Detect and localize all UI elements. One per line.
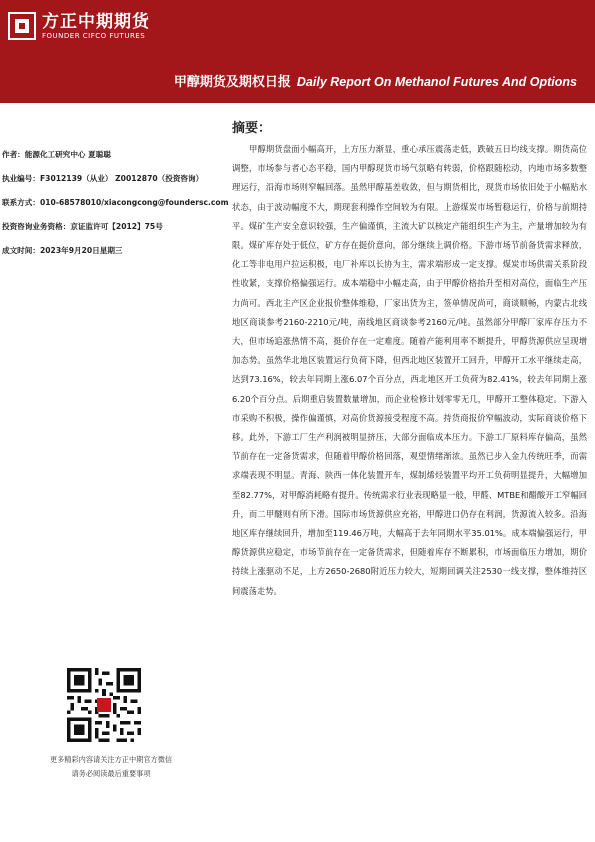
date-line: 成文时间：2023年9月20日星期三 [2, 246, 123, 255]
qr-caption-follow: 更多精彩内容请关注方正中期官方微信 [49, 755, 173, 764]
contact-line: 联系方式：010-68578010/xiacongcong@foundersc.com [2, 198, 229, 207]
report-title-en: Daily Report On Methanol Futures And Options [296, 75, 577, 89]
brand-name-cn: 方正中期期货 [42, 11, 150, 32]
report-title [174, 71, 577, 90]
qr-caption-notice: 请务必阅读最后重要事项 [71, 769, 151, 778]
author-info-sidebar [2, 150, 229, 270]
qualification-line: 投资咨询业务资格：京证监许可【2012】75号 [2, 222, 163, 231]
report-title-cn: 甲醇期货及期权日报 [173, 75, 291, 90]
summary-paragraph: 甲醇期货盘面小幅高开，上方压力渐显，重心承压震荡走低，跌破五日均线支撑。期货高位调整，市场参与者心态平稳，国内甲醇现货市场气氛略有转弱，价格跟随松动，内地市场多数整理运行，沿海市场则窄幅回落。虽然甲醇基差收敛，但与期货相比，现货市场依旧处于小幅贴水状态，由于波动幅度不大，期现套利操作空间较为有限。上游煤炭市场暂稳运行，价格与前期持平。煤矿生产安全意识较强，生产偏谨慎，主流大矿以核定产能组织生产为主，产量增加较为有限。煤矿库存处于低位，矿方存在挺价意向，部分继续上调价格。下游市场节前备货需求释放，化工等非电用户拉运积极，电厂补库以长协为主，需求端形成一定支撑。煤炭市场供需关系阶段性收紧，支撑价格偏强运行。成本端稳中小幅走高，由于甲醇价格抬升至相对高位，面临生产压力尚可。西北主产区企业报价整体维稳，厂家出货为主，签单情况尚可，商谈顺畅，内蒙古北线地区商谈参考2160-2210元/吨，南线地区商谈参考2160元/吨。虽然部分甲醇厂家库存压力不大，但市场追涨热情不高，挺价存在一定难度。随着产能利用率不断提升，甲醇货源供应呈现增加态势。虽然华北地区装置运行负荷下降，但西北地区装置开工回升，甲醇开工水平继续走高，达到73.16%，较去年同期上涨6.07个百分点，西北地区开工负荷为82.41%，较去年同期上涨6.20个百分点。后期重启装置数量增加，而企业检修计划零零无几，甲醇开工整体稳定。下游入市采购不积极，操作偏谨慎，对高价货源接受程度不高。持货商报价窄幅波动，实际商谈价格下移。此外，下游工厂生产利润被明显挤压，大部分面临成本压力。下游工厂原料库存偏高，虽然节前存在一定备货需求，但随着甲醇价格回落，观望情绪渐浓。虽然已步入金九传统旺季，而需求端表现不明显。青海、陕西一体化装置开车，煤制烯烃装置平均开工负荷明显提升，大幅增加至82.77%，对甲醇消耗略有提升。传统需求行业表现略显一般，甲醛、MTBE和醋酸开工窄幅回升，而二甲醚则有所下滑。国际市场货源供应充裕，甲醇进口仍存在利润，货源流入较多。沿海地区库存继续回升，增加至119.46万吨，大幅高于去年同期水平35.01%。成本端偏强运行，甲醇货源供应稳定，市场节前存在一定备货需求，但随着库存不断累积，市场面临压力增加，期价持续上涨驱动不足，上方2650-2680附近压力较大，短期回调关注2530一线支撑，整体维持区间震荡走势。 [232, 144, 587, 596]
brand-logo [8, 6, 150, 46]
report-header [0, 0, 595, 103]
summary-heading: 摘要： [232, 121, 272, 136]
brand-name-en: FOUNDER CIFCO FUTURES [42, 31, 146, 40]
qr-code-icon [67, 668, 141, 742]
author-line: 作者：能源化工研究中心 夏聪聪 [2, 150, 111, 159]
license-number-line: 执业编号：F3012139（从业） Z0012870（投资咨询） [2, 174, 204, 183]
founder-logo-icon [8, 12, 36, 40]
